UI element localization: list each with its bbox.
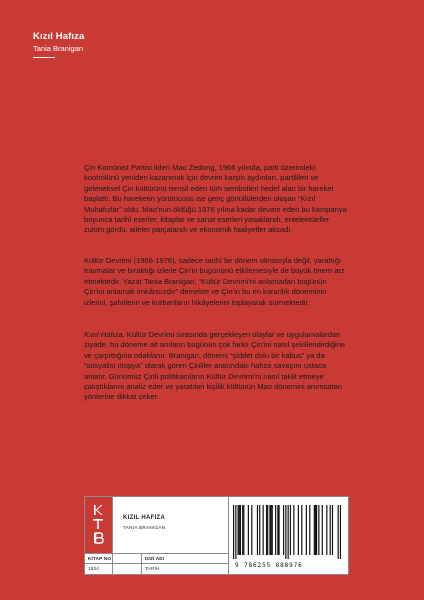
barcode-bar <box>326 505 327 555</box>
barcode-bar <box>240 505 241 555</box>
barcode-bar <box>332 505 333 555</box>
barcode-bar <box>259 505 260 555</box>
publisher-logo <box>85 497 112 553</box>
barcode-bar <box>338 505 339 559</box>
blurb-italic-title: Kızıl Hafıza <box>84 330 123 339</box>
blurb-paragraph-2: Kültür Devrimi (1966-1976), sadece tarihî bir dönem olmasıyla değil, yarattığı travmalar ve bıraktığı izlerle Çin'in bugününü etkilemesiyle de büyük önem arz etmektedir. Yazar Tania Branigan, “Kültür Devrimi'ni anlamadan bugünün Çin'ini anlamak imkânsızdır” demekte ve Çin'in bu en karanlık döneminin izlerini, şahitlerin ve kurbanların hikâyelerini toplayarak sürmektedir. <box>84 256 345 307</box>
barcode-bar <box>306 505 307 555</box>
isbn-number: 9 786255 888976 <box>235 562 303 569</box>
label-row-divider-1 <box>85 553 228 554</box>
barcode-bar <box>318 505 319 555</box>
label-author: TANIA BRANIGAN <box>123 525 166 530</box>
barcode-bar <box>330 505 331 555</box>
label-row-divider-2 <box>85 563 228 564</box>
barcode-bar <box>248 505 249 555</box>
barcode-bar <box>272 505 273 555</box>
barcode-bar <box>290 505 291 555</box>
label-title: KIZIL HAFIZA <box>123 515 166 521</box>
barcode-bar <box>235 505 236 559</box>
blurb-paragraph-1: Çin Komünist Partisi lideri Mao Zedong, 1966 yılında, parti üzerindeki kontrolünü yeniden kazanmak için devrim karşıtı aydınları, partilileri ve geleneksel Çin kültürünü temsil eden tüm sembolleri hedef alan bir hareket başlattı. Bu hareketin yürütücüsü ise genç gönüllülerden oluşan “Kızıl Muhafızlar” oldu. Mao'nun öldüğü 1976 yılına kadar devam eden bu kampanya boyunca tarihî eserler, kitaplar ve sanat eserleri yasaklandı, entelektüeller zulüm gördü, aileler parçalandı ve ekonomik faaliyetler aksadı. <box>84 163 347 235</box>
barcode-bar <box>283 505 284 555</box>
barcode-bar <box>263 505 264 555</box>
isbn-barcode <box>233 505 341 559</box>
barcode-bar <box>309 505 310 555</box>
label-cell-divider <box>141 553 142 574</box>
barcode-bar <box>257 505 258 555</box>
publisher-logo-icon <box>92 505 105 545</box>
barcode-bar <box>266 505 267 555</box>
barcode-bar <box>285 505 286 559</box>
barcode-bar <box>301 505 302 555</box>
barcode-bar <box>293 505 294 555</box>
blurb-paragraph-3 <box>84 330 349 403</box>
barcode-bar <box>315 505 316 555</box>
barcode-bar <box>316 505 317 555</box>
barcode-bar <box>278 505 279 555</box>
dizi-adi-value: TARİH <box>145 566 160 571</box>
barcode-bar <box>340 505 341 559</box>
catalog-label <box>84 496 349 575</box>
barcode-bar <box>238 505 239 555</box>
barcode-bar <box>269 505 270 555</box>
publisher-logo-text <box>85 497 86 498</box>
kitap-no-value: 1534 <box>88 566 100 571</box>
dizi-adi-header: DİZİ ADI <box>145 556 165 561</box>
barcode-bar <box>251 505 252 555</box>
label-divider-right <box>228 497 229 574</box>
barcode-bar <box>243 505 244 555</box>
barcode-bar <box>267 505 268 555</box>
barcode-bar <box>298 505 299 555</box>
kitap-no-header: KİTAP NO <box>88 556 112 561</box>
barcode-bar <box>239 505 240 555</box>
barcode-bar <box>275 505 276 555</box>
barcode-bar <box>271 505 272 555</box>
book-title: Kızıl Hafıza <box>33 31 85 42</box>
barcode-bar <box>288 505 289 559</box>
barcode-bar <box>314 505 315 555</box>
book-author: Tania Branigan <box>33 44 84 53</box>
barcode-bar <box>233 505 234 559</box>
barcode-bar <box>322 505 323 555</box>
barcode-bar <box>277 505 278 555</box>
title-underline <box>33 57 55 58</box>
barcode-bar <box>242 505 243 555</box>
blurb-paragraph-3-body: , Kültür Devrimi sırasında gerçekleşen olaylar ve uygulamalardan ziyade, bu döneme ait anıların bugünün çok farklı Çin'ini nasıl şekillendirdiğine ve çarpıttığına odaklanır. Branigan, dönemi “şiddet dolu bir kabus” ya da “sosyalist ütopya” olarak gören Çinliler arasındaki hafıza savaşını ustaca anlatır. Günümüz Çinli politikacıların Kültür Devrimi'ni nasıl taklit etmeye çalıştıklarını analiz eder ve yaratılan kişilik kültünün Mao dönemini anımsatan yönlerine dikkat çeker. <box>84 330 346 402</box>
